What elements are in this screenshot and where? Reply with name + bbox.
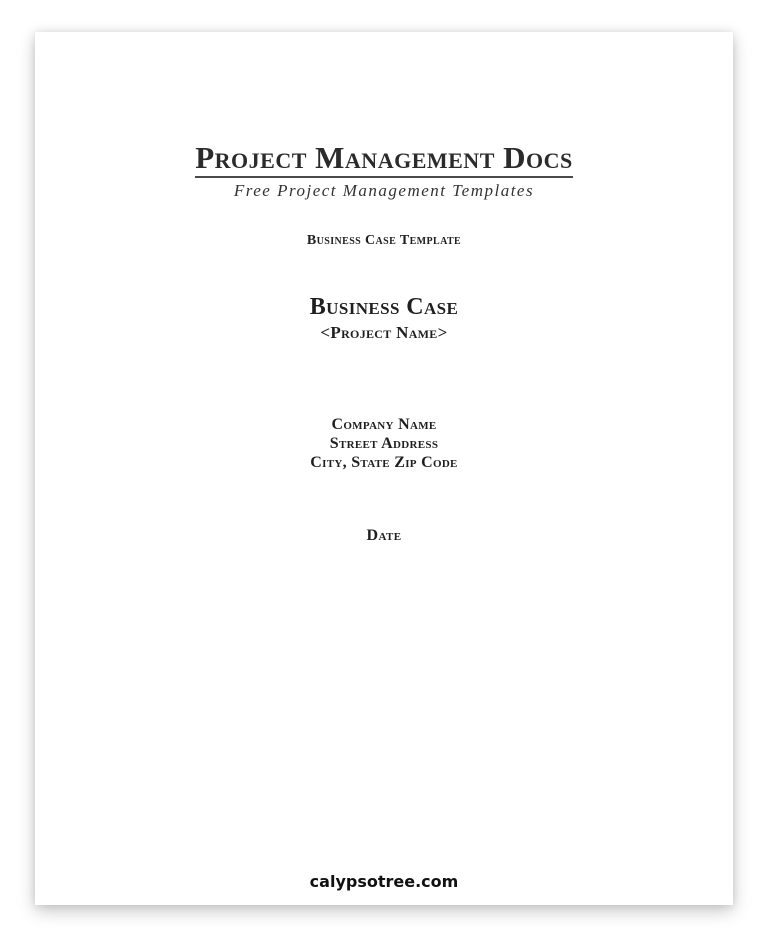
logo-block — [35, 32, 733, 201]
footer-site-name: calypsotree.com — [309, 872, 459, 891]
project-name-placeholder: <Project Name> — [320, 322, 448, 342]
logo-subtitle: Free Project Management Templates — [233, 180, 535, 200]
template-label: Business Case Template — [306, 232, 462, 248]
company-block — [35, 415, 733, 472]
company-name: Company Name — [331, 415, 437, 433]
document-page — [35, 32, 733, 905]
street-address: Street Address — [329, 434, 439, 452]
date-label: Date — [366, 526, 402, 544]
city-state-zip: City, State Zip Code — [310, 453, 458, 471]
document-title: Business Case — [309, 293, 459, 320]
logo-title: Project Management Docs — [195, 142, 573, 178]
